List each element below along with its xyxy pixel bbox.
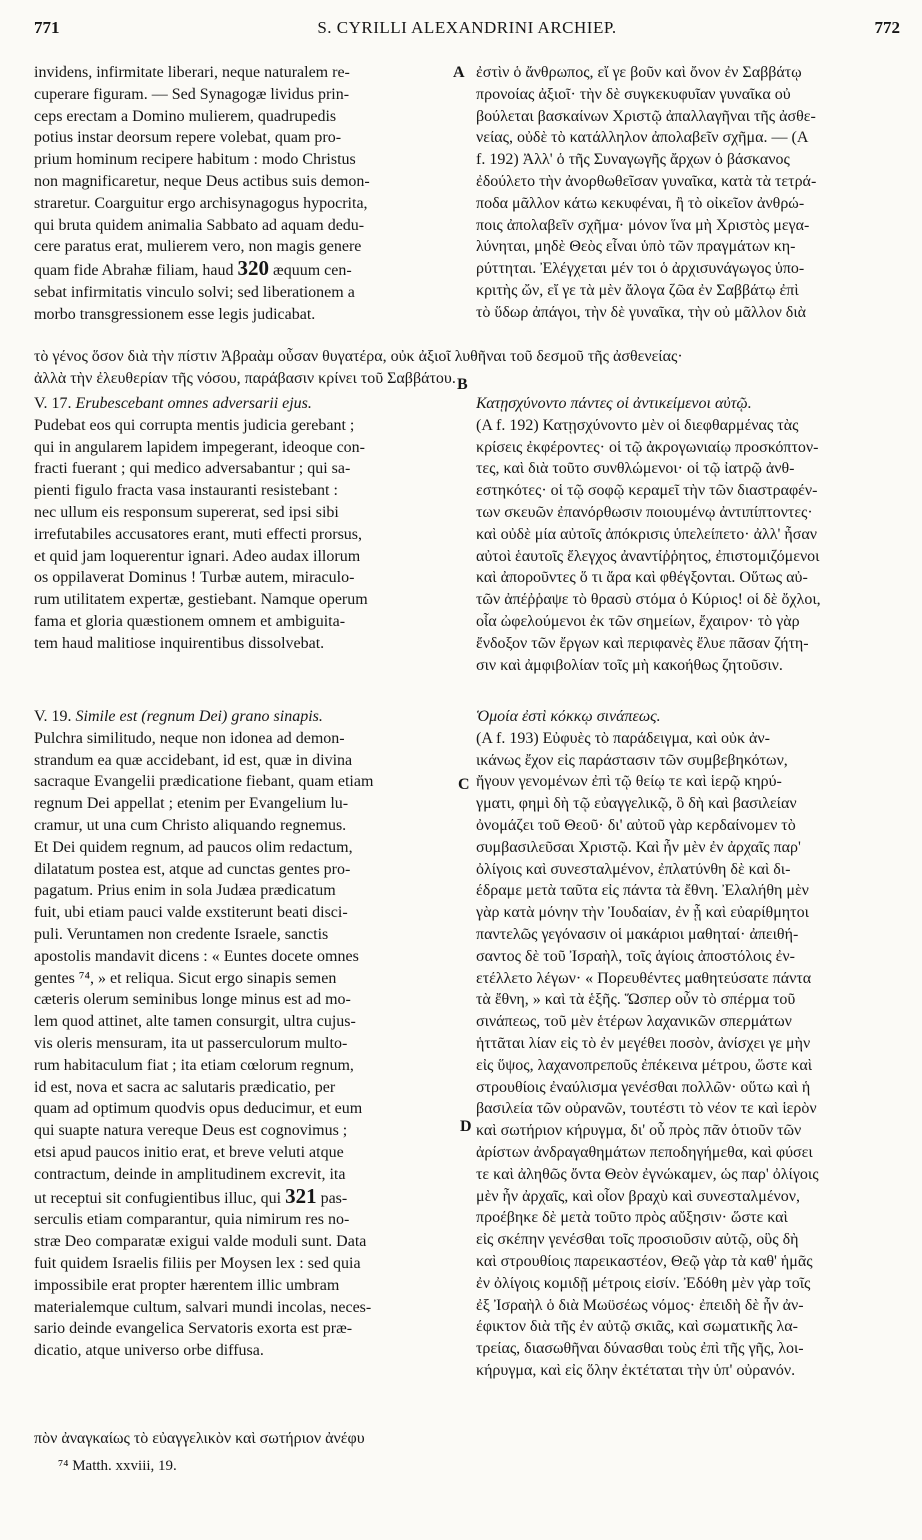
text-line: fracti fuerant ; qui medico adversabantur ; qui sa- <box>34 460 351 478</box>
footnote: ⁷⁴ Matth. xxviii, 19. <box>58 1458 177 1474</box>
text-line: συμβασιλεῦσαι Χριστῷ. Καὶ ἦν μὲν ἐν ἀρχαῖς παρ' <box>476 838 801 856</box>
text-line: sacraque Evangelii prædicatione fiebant, quam etiam <box>34 773 374 791</box>
text-line: (A f. 193) Εὐφυὲς τὸ παράδειγμα, καὶ οὐκ ἀν- <box>476 729 770 747</box>
folio-marker-320: 320 <box>237 258 270 281</box>
text-line: etsi apud paucos initio erat, et breve veluti atque <box>34 1143 344 1161</box>
latin-column-block-2 <box>34 393 462 655</box>
text-line: ποις ἀπολαβεῖν σχῆμα· μόνον ἵνα μὴ Χριστὸς μεγα- <box>476 216 810 234</box>
latin-column-block-1 <box>34 62 462 326</box>
text-line: pagatum. Prius enim in sola Judæa prædicatum <box>34 882 336 900</box>
text-line: καὶ στρουθίοις παρεικαστέον, Θεῷ γὰρ τὰ καθ' ἡμᾶς <box>476 1252 813 1270</box>
text-line: regnum Dei appellat ; etenim per Evangelium lu- <box>34 795 349 813</box>
margin-letter-b: B <box>457 376 468 393</box>
folio-marker-321: 321 <box>285 1185 317 1208</box>
page-header <box>34 12 900 42</box>
text-line: καὶ οὐδὲ μία αὐτοῖς ἀπόκρισις ὑπελείπετο· ἀλλ' ἦσαν <box>476 525 817 543</box>
page-number-right: 772 <box>874 18 900 37</box>
text-line: εστηκότες· οἱ τῷ σοφῷ κεραμεῖ τὴν τῶν διαστραφέν- <box>476 482 818 500</box>
text-line: κρίσεις ἐκφέροντες· οἱ τῷ ἀκρογωνιαίῳ προσκόπτον- <box>476 438 819 456</box>
text-line: fama et gloria quæstionem omnem et ambiguita- <box>34 612 346 630</box>
text-line: σινάπεως, τοῦ μὲν ἑτέρων λαχανικῶν σπερμάτων <box>476 1013 792 1031</box>
text-line: rum utilitatem expertæ, gestiebant. Namque operum <box>34 591 368 609</box>
verse-heading-19: V. 19. Simile est (regnum Dei) grano sinapis. <box>34 708 323 725</box>
text-line: ικάνως ἔχον εἰς παράστασιν τῶν συμβεβηκότων, <box>476 751 788 769</box>
text-line: εἰς ὕψος, λαχανοπρεποῦς ἐπέκεινα μέτρου, ὥστε καὶ <box>476 1056 813 1074</box>
text-line: προνοίας ἀξιοῖ· τὴν δὲ συγκεκυφυῖαν γυναῖκα οὐ <box>476 85 791 103</box>
text-line: apostolis mandavit dicens : « Euntes docete omnes <box>34 947 359 965</box>
text-line: νείας, οὐδὲ τὸ κατάλληλον ἀπολαβεῖν σχῆμα. — (A <box>476 129 809 147</box>
text-line: ἐν ὀλίγοις κομιδῇ μέτροις εἰσίν. Ἐδόθη μὲν γὰρ τοῖς <box>476 1274 811 1292</box>
text-line: τες, καὶ διὰ τοῦτο συνθλώμενοι· οἱ τῷ ἰατρῷ ἀνθ- <box>476 460 795 478</box>
text-line: Pudebat eos qui corrupta mentis judicia gerebant ; <box>34 416 355 434</box>
text-line: id est, nova et sacra ac salutaris prædicatio, per <box>34 1078 336 1096</box>
text-line: των σκευῶν ἐπανόρθωσιν ποιουμένῳ ἀντιπίπτοντες· <box>476 503 813 521</box>
running-title: S. CYRILLI ALEXANDRINI ARCHIEP. <box>317 18 617 37</box>
text-line: qui bruta quidem animalia Sabbato ad aquam dedu- <box>34 216 365 234</box>
text-line: ἡττᾶται λίαν εἰς τὸ ἐν μεγέθει ποσὸν, ἀνίσχει γε μὴν <box>476 1034 811 1052</box>
text-line: ἤγουν γενομένων ἐπὶ τῷ θείῳ τε καὶ ἱερῷ κηρύ- <box>476 773 782 791</box>
text-line: τὸ ὕδωρ ἀπάγοι, τὴν δὲ γυναῖκα, τὴν οὐ μᾶλλον διὰ <box>476 303 807 321</box>
text-line: παντελῶς γεγόνασιν οἱ μακάριοι μαθηταί· ἀπειθή- <box>476 925 799 943</box>
greek-column-block-3 <box>476 706 900 1382</box>
text-line: καὶ ἀποροῦντες ὅ τι ἄρα καὶ φθέγξονται. Οὕτως αὐ- <box>476 569 808 587</box>
text-line: invidens, infirmitate liberari, neque naturalem re- <box>34 64 350 81</box>
text-line: gentes ⁷⁴, » et reliqua. Sicut ergo sinapis semen <box>34 969 337 987</box>
text-line: straretur. Coarguitur ergo archisynagogus hypocrita, <box>34 194 368 212</box>
text-line: dilatatum postea est, atque ad cunctas gentes pro- <box>34 860 351 878</box>
text-line: ἀλλὰ τὴν ἐλευθερίαν τῆς νόσου, παράβασιν κρίνει τοῦ Σαββάτου. <box>34 369 456 387</box>
text-line: cæteris olerum seminibus longe minus est ad mo- <box>34 991 351 1009</box>
greek-tail-line: πὸν ἀναγκαίως τὸ εὐαγγελικὸν καὶ σωτήριον ἀνέφυ <box>34 1430 365 1447</box>
text-line: nec ullum eis responsum supererat, sed ipsi sibi <box>34 503 339 521</box>
text-line: προέβηκε δὲ μετὰ τοῦτο πρὸς αὔξησιν· ὥστε καὶ <box>476 1209 788 1227</box>
text-line: morbo transgressionem esse legis judicabat. <box>34 305 316 323</box>
greek-fullwidth-lines <box>34 346 894 389</box>
text-line: serculis etiam comparantur, quia nimirum res no- <box>34 1211 350 1229</box>
text-line: f. 192) Ἀλλ' ὁ τῆς Συναγωγῆς ἄρχων ὁ βάσκανος <box>476 151 790 169</box>
text-line: αὐτοὶ ἑαυτοῖς ἔλεγχος ἀναντίῤῥητος, ἐπιστομιζόμενοι <box>476 547 820 565</box>
text-line: Et Dei quidem regnum, ad paucos olim redactum, <box>34 838 353 856</box>
text-line: rum habitaculum fiat ; ita etiam cœlorum regnum, <box>34 1056 354 1074</box>
text-line: qui suapte natura vereque Deus est cognovimus ; <box>34 1122 348 1140</box>
text-line: μὲν ἦν ἀρχαῖς, καὶ οἷον βραχὺ καὶ συνεσταλμένον, <box>476 1187 801 1205</box>
text-line: έδραμε μετὰ ταῦτα εἰς πάντα τὰ ἔθνη. Ἐλαλήθη μὲν <box>476 882 809 900</box>
text-line: cere paratus erat, mulierem vero, non magis genere <box>34 238 362 256</box>
text-line: γματι, φημὶ δὴ τῷ εὐαγγελικῷ, ὃ δὴ καὶ βασιλείαν <box>476 795 797 813</box>
text-line: irrefutabiles accusatores erant, muti effecti prorsus, <box>34 525 363 543</box>
text-line: (A f. 192) Κατῃσχύνοντο μὲν οἱ διεφθαρμένας τὰς <box>476 416 799 434</box>
text-line: puli. Veruntamen non credente Israele, sanctis <box>34 925 329 943</box>
text-line: quam ad optimum quodvis opus deducimur, et eum <box>34 1100 363 1118</box>
text-line: Pulchra similitudo, neque non idonea ad demon- <box>34 729 345 747</box>
text-line: ποδα μᾶλλον κάτω κεκυφέναι, ἢ τὸ οἰκεῖον ἀνθρώ- <box>476 194 805 212</box>
text-line: ἐδούλετο τὴν ἀνορθωθεῖσαν γυναῖκα, κατὰ τὰ τετρά- <box>476 172 817 190</box>
text-line: potius instar deorsum repere volebat, quam pro- <box>34 129 342 147</box>
text-line: pienti figulo fracta vasa instauranti resistebant : <box>34 482 338 500</box>
text-line: dicatio, atque universo orbe diffusa. <box>34 1342 264 1360</box>
text-line: fuit quidem Israelis filiis per Moysen lex : sed quia <box>34 1254 361 1272</box>
text-line: τρείας, διασωθῆναι δύνασθαι τοὺς ἐπὶ τῆς γῆς, λοι- <box>476 1340 804 1358</box>
text-line: materialemque cultum, salvari mundi incolas, neces- <box>34 1298 372 1316</box>
text-line: βασιλεία τῶν οὐρανῶν, τουτέστι τὸ νέον τε καὶ ἱερὸν <box>476 1100 817 1118</box>
text-line: τὰ ἔθνη, » καὶ τὰ ἑξῆς. Ὥσπερ οὖν τὸ σπέρμα τοῦ <box>476 991 796 1009</box>
text-line: ceps erectam a Domino mulierem, quadrupedis <box>34 107 337 125</box>
latin-column-block-3 <box>34 706 462 1362</box>
text-line: καὶ σωτήριον κήρυγμα, δι' οὗ πρὸς πᾶν ὁτιοῦν τῶν <box>476 1122 802 1140</box>
greek-column-block-1 <box>476 62 900 324</box>
text-line: κριτὴς ὤν, εἴ γε τὰ μὲν ἄλογα ζῶα ἐν Σαββάτῳ ἐπὶ <box>476 281 799 299</box>
text-line: qui in angularem lapidem impegerant, ideoque con- <box>34 438 365 456</box>
verse-heading-19-greek: Ὁμοία ἐστὶ κόκκῳ σινάπεως. <box>476 708 661 725</box>
text-line: stræ Deo comparatæ exigui valde moduli sunt. Data <box>34 1233 367 1251</box>
text-line: τε καὶ ἀληθῶς ὄντα Θεὸν ἐγνώκαμεν, ὡς παρ' ὀλίγοις <box>476 1165 819 1183</box>
text-line: impossibile erat propter hærentem illic umbram <box>34 1276 340 1294</box>
text-line: vis oleris mensuram, ita ut passerculorum multo- <box>34 1034 348 1052</box>
text-line: sebat infirmitatis vinculo solvi; sed liberationem a <box>34 283 355 301</box>
text-line: ὀνομάζει τοῦ Θεοῦ· δι' αὐτοῦ γὰρ κερδαίνομεν τὸ <box>476 816 796 834</box>
text-line: non magnificaretur, neque Deus actibus suis demon- <box>34 172 370 190</box>
text-line: ετέλλετο λέγων· « Πορευθέντες μαθητεύσατε πάντα <box>476 969 812 987</box>
text-line: os oppilaverat Dominus ! Turbæ autem, miraculo- <box>34 569 355 587</box>
page-number-left: 771 <box>34 18 60 37</box>
text-line: λύνηται, μηδὲ Θεὸς εἶναι ὑπὸ τῶν πραγμάτων κη- <box>476 238 796 256</box>
text-line: τῶν ἀπέῤῥαψε τὸ θρασὺ στόμα ὁ Κύριος! οἱ δὲ ὄχλοι, <box>476 591 821 609</box>
text-line: οἷα ὠφελούμενοι ἐκ τῶν σημείων, ἔχαιρον· τὸ γὰρ <box>476 612 800 630</box>
text-line: contractum, deinde in amplitudinem excrevit, ita <box>34 1165 346 1183</box>
greek-column-block-2 <box>476 393 900 676</box>
text-line: ἔνδοξον τῶν ἔργων καὶ περιφανὲς ἔλυε πᾶσαν ζήτη- <box>476 634 809 652</box>
verse-heading-17-greek: Κατῃσχύνοντο πάντες οἱ ἀντικείμενοι αὐτῷ. <box>476 395 752 412</box>
text-line: tem haud malitiose inquirentibus dissolvebat. <box>34 634 325 652</box>
text-line: τὸ γένος ὅσον διὰ τὴν πίστιν Ἀβραὰμ οὖσαν θυγατέρα, οὐκ ἀξιοῖ λυθῆναι τοῦ δεσμοῦ τῆς ἀσθενείας· <box>34 348 683 365</box>
text-line: et quid jam loquerentur ignari. Adeo audax illorum <box>34 547 361 565</box>
text-line: ἐστὶν ὁ ἄνθρωπος, εἴ γε βοῦν καὶ ὄνον ἐν Σαββάτῳ <box>476 64 802 81</box>
text-line: ἐξ Ἰσραὴλ ὁ διὰ Μωϋσέως νόμος· ἐπειδὴ δὲ ἦν ἀν- <box>476 1296 804 1314</box>
text-line: prium hominum recipere habitum : modo Christus <box>34 151 356 169</box>
text-line: ὀλίγοις καὶ συνεσταλμένον, ἐπλατύνθη δὲ καὶ δι- <box>476 860 791 878</box>
text-line: cuperare figuram. — Sed Synagogæ lividus prin- <box>34 85 350 103</box>
margin-letter-d: D <box>460 1118 472 1135</box>
text-line: σαντος δὲ τοῦ Ἰσραὴλ, τοῖς ἁγίοις ἀποστόλοις ἐν- <box>476 947 795 965</box>
text-line: ἀρίστων ἀνδραγαθημάτων πεποδηγήμεθα, καὶ φύσει <box>476 1143 813 1161</box>
text-line: cramur, ut una cum Christo aliquando regnemus. <box>34 816 347 834</box>
margin-letter-c: C <box>458 776 470 793</box>
verse-heading-17: V. 17. Erubescebant omnes adversarii ejus. <box>34 395 312 412</box>
text-line: βούλεται βασκαίνων Χριστῷ ἀπαλλαγῆναι τῆς ἀσθε- <box>476 107 816 125</box>
text-line: strandum ea quæ accidebant, id est, quæ in divina <box>34 751 353 769</box>
text-line: fuit, ubi etiam pauci valde exstiterunt beati disci- <box>34 904 348 922</box>
text-line: γὰρ κατὰ μόνην τὴν Ἰουδαίαν, ἐν ᾗ καὶ εὐαρίθμητοι <box>476 904 809 922</box>
text-line: έφικτον διὰ τῆς ἐν αὐτῷ σκιᾶς, καὶ σωματικῆς λα- <box>476 1318 798 1336</box>
text-line: εἰς σκέπην γενέσθαι τοῖς προσιοῦσιν αὐτῷ, οὓς δὴ <box>476 1231 799 1249</box>
text-line: sario deinde evangelica Servatoris exorta est præ- <box>34 1320 353 1338</box>
text-line-with-page-marker: quam fide Abrahæ filiam, haud 320 æquum cen- <box>34 258 352 281</box>
margin-letter-a: A <box>453 64 465 81</box>
text-line: σιν καὶ ἀμφιβολίαν τοῖς μὴ κακοήθως ζητοῦσιν. <box>476 656 783 674</box>
text-line: ρύττηται. Ἐλέγχεται μέν τοι ὁ ἀρχισυνάγωγος ὑπο- <box>476 260 805 278</box>
text-line: κήρυγμα, καὶ εἰς ὅλην ἐκτέταται τὴν ὑπ' οὐρανόν. <box>476 1361 796 1379</box>
text-line: στρουθίοις ἐναύλισμα γενέσθαι πολλῶν· οὕτω καὶ ἡ <box>476 1078 811 1096</box>
text-line: lem quod attinet, alte tamen consurgit, ultra cujus- <box>34 1013 356 1031</box>
text-line-with-page-marker: ut receptui sit confugientibus illuc, qui 321 pas- <box>34 1185 348 1208</box>
